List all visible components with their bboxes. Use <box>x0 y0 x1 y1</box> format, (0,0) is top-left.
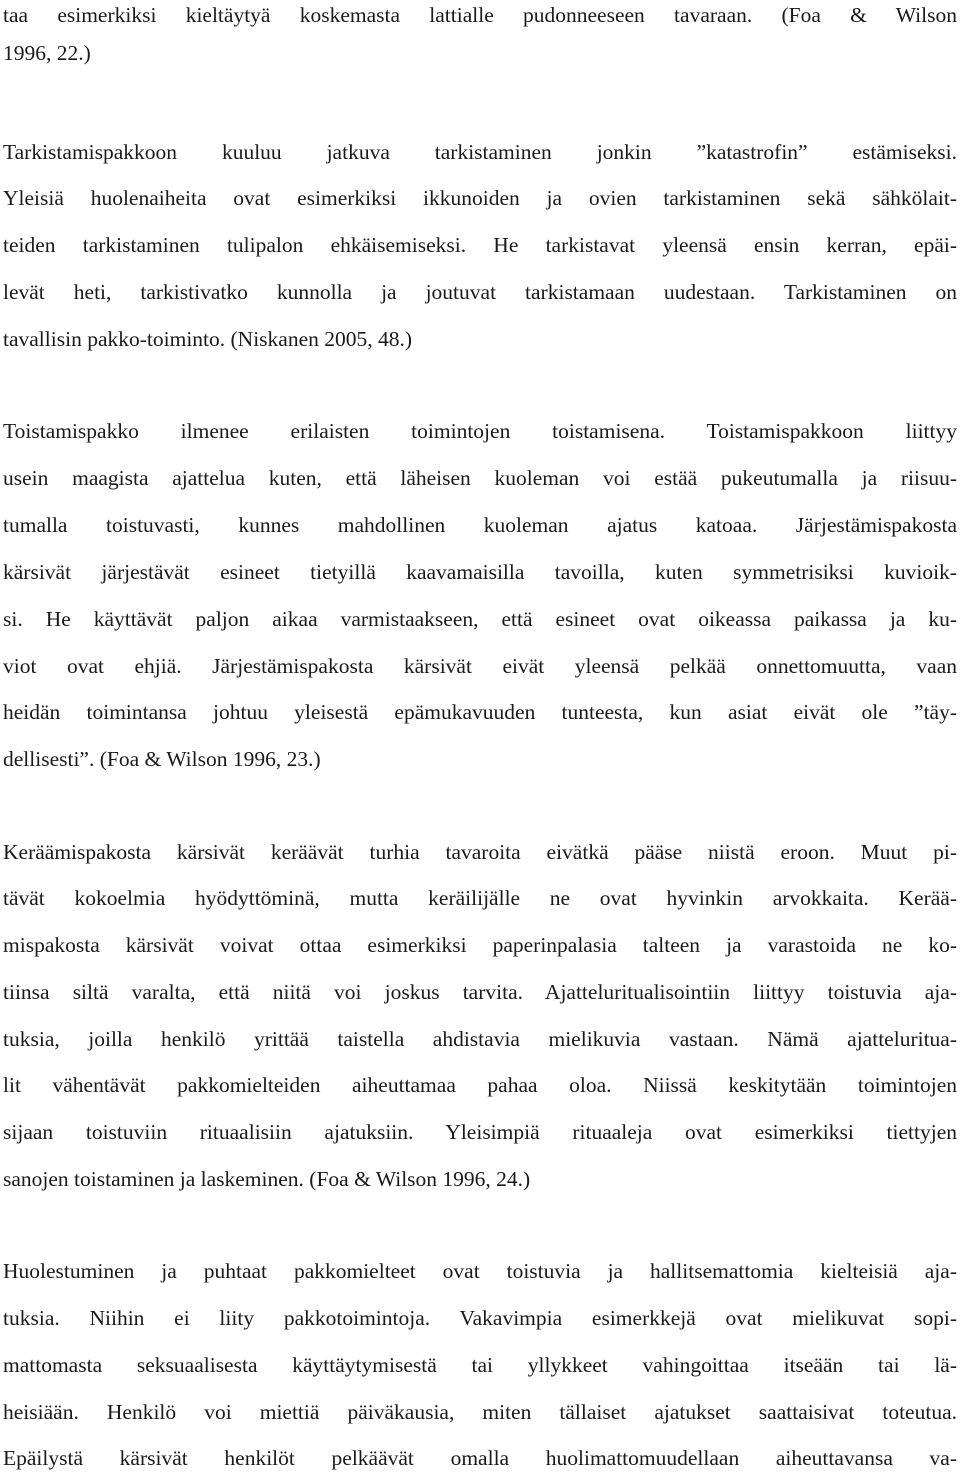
text-line: Epäilystä kärsivät henkilöt pelkäävät omalla huolimattomuudellaan aiheuttavansa va- <box>3 1446 957 1470</box>
text-line: tuksia. Niihin ei liity pakkotoimintoja. Vakavimpia esimerkkejä ovat mielikuvat sopi- <box>3 1306 957 1330</box>
text-line: heisiään. Henkilö voi miettiä päiväkausia, miten tällaiset ajatukset saattaisivat toteutua. <box>3 1400 957 1424</box>
text-line: Yleisiä huolenaiheita ovat esimerkiksi ikkunoiden ja ovien tarkistaminen sekä sähkölait- <box>3 186 957 210</box>
text-line: usein maagista ajattelua kuten, että läheisen kuoleman voi estää pukeutumalla ja riisuu- <box>3 466 957 490</box>
text-line: Tarkistamispakkoon kuuluu jatkuva tarkistaminen jonkin ”katastrofin” estämiseksi. <box>3 140 957 164</box>
text-line: levät heti, tarkistivatko kunnolla ja joutuvat tarkistamaan uudestaan. Tarkistaminen on <box>3 280 957 304</box>
text-line: mattomasta seksuaalisesta käyttäytymisestä tai yllykkeet vahingoittaa itseään tai lä- <box>3 1353 957 1377</box>
text-line: tävät kokoelmia hyödyttöminä, mutta keräilijälle ne ovat hyvinkin arvokkaita. Kerää- <box>3 886 957 910</box>
text-line: taa esimerkiksi kieltäytyä koskemasta lattialle pudonneeseen tavaraan. (Foa & Wilson <box>3 3 957 27</box>
text-line: sanojen toistaminen ja laskeminen. (Foa & Wilson 1996, 24.) <box>3 1167 531 1191</box>
text-line: mispakosta kärsivät voivat ottaa esimerkiksi paperinpalasia talteen ja varastoida ne ko- <box>3 933 957 957</box>
text-line: dellisesti”. (Foa & Wilson 1996, 23.) <box>3 747 321 771</box>
text-line: tuksia, joilla henkilö yrittää taistella ahdistavia mielikuvia vastaan. Nämä ajatteluritua- <box>3 1027 957 1051</box>
text-line: lit vähentävät pakkomielteiden aiheuttamaa pahaa oloa. Niissä keskitytään toimintojen <box>3 1073 957 1097</box>
text-line: Huolestuminen ja puhtaat pakkomielteet ovat toistuvia ja hallitsemattomia kielteisiä aja- <box>3 1259 957 1283</box>
text-line: 1996, 22.) <box>3 41 91 65</box>
text-line: kärsivät järjestävät esineet tietyillä kaavamaisilla tavoilla, kuten symmetrisiksi kuvioik- <box>3 560 957 584</box>
text-line: heidän toimintansa johtuu yleisestä epämukavuuden tunteesta, kun asiat eivät ole ”täy- <box>3 700 957 724</box>
text-line: teiden tarkistaminen tulipalon ehkäisemiseksi. He tarkistavat yleensä ensin kerran, epäi- <box>3 233 957 257</box>
text-line: tumalla toistuvasti, kunnes mahdollinen kuoleman ajatus katoaa. Järjestämispakosta <box>3 513 957 537</box>
text-line: tiinsa siltä varalta, että niitä voi joskus tarvita. Ajatteluritualisointiin liittyy toistuvia aja- <box>3 980 957 1004</box>
text-line: sijaan toistuviin rituaalisiin ajatuksiin. Yleisimpiä rituaaleja ovat esimerkiksi tiettyjen <box>3 1120 957 1144</box>
text-line: si. He käyttävät paljon aikaa varmistaakseen, että esineet ovat oikeassa paikassa ja ku- <box>3 607 957 631</box>
text-line: tavallisin pakko-toiminto. (Niskanen 2005, 48.) <box>3 327 413 351</box>
text-line: viot ovat ehjiä. Järjestämispakosta kärsivät eivät yleensä pelkää onnettomuutta, vaan <box>3 654 957 678</box>
text-line: Keräämispakosta kärsivät keräävät turhia tavaroita eivätkä pääse niistä eroon. Muut pi- <box>3 840 957 864</box>
text-line: Toistamispakko ilmenee erilaisten toimintojen toistamisena. Toistamispakkoon liittyy <box>3 419 957 443</box>
